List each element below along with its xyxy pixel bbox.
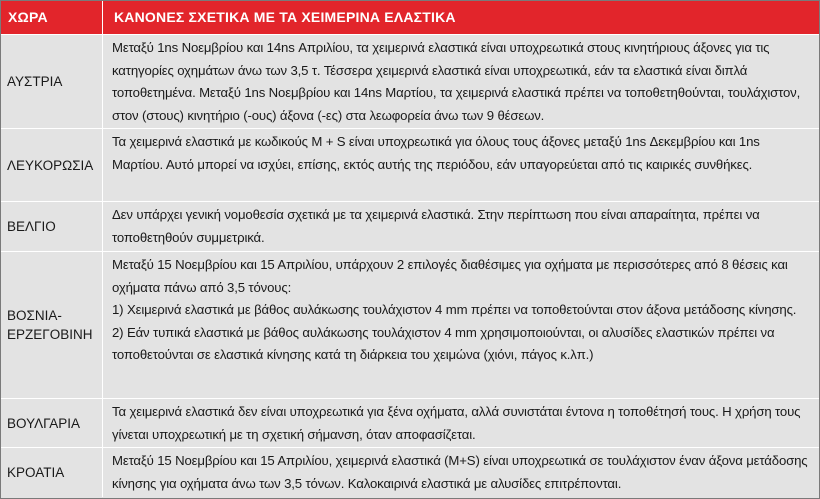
country-cell: ΛΕΥΚΟΡΩΣΙΑ bbox=[1, 129, 103, 201]
rule-paragraph: 2) Εάν τυπικά ελαστικά με βάθος αυλάκωσης τουλάχιστον 4 mm χρησιμοποιούνται, οι αλυσίδες ελαστικών πρέπει να τοποθετούνται σε ελαστικά κίνησης κατά τη διάρκεια του χειμώνα (χιόνι, πάγος κ.λπ.) bbox=[112, 324, 775, 363]
table-row bbox=[1, 129, 819, 202]
rule-cell: Μεταξύ 15 Νοεμβρίου και 15 Απριλίου, χειμερινά ελαστικά (M+S) είναι υποχρεωτικά σε τουλάχιστον έναν άξονα μετάδοσης κίνησης για οχήματα άνω των 3,5 τόνων. Καλοκαιρινά ελαστικά με αλυσίδες επιτρέπονται. bbox=[112, 453, 808, 491]
rule-paragraph: Μεταξύ 15 Νοεμβρίου και 15 Απριλίου, υπάρχουν 2 επιλογές διαθέσιμες για οχήματα με περισσότερες από 8 θέσεις και οχήματα πάνω από 3,5 τόνους: bbox=[112, 257, 788, 295]
country-cell: ΑΥΣΤΡΙΑ bbox=[1, 35, 103, 128]
table-row bbox=[1, 252, 819, 399]
country-cell: ΚΡΟΑΤΙΑ bbox=[1, 448, 103, 497]
rule-cell bbox=[103, 252, 819, 398]
rule-cell: Τα χειμερινά ελαστικά με κωδικούς M + S είναι υποχρεωτικά για όλους τους άξονες μεταξύ 1ns Δεκεμβρίου και 1ns Μαρτίου. Αυτό μπορεί να ισχύει, επίσης, εκτός αυτής της περιόδου, εάν υπαγορεύεται από τις καιρικές συνθήκες. bbox=[112, 134, 760, 172]
rule-cell: Τα χειμερινά ελαστικά δεν είναι υποχρεωτικά για ξένα οχήματα, αλλά συνιστάται έντονα η τοποθέτησή τους. Η χρήση τους γίνεται υποχρεωτική με τη σχετική σήμανση, όταν αποφασίζεται. bbox=[112, 404, 801, 442]
table-row bbox=[1, 399, 819, 448]
rule-cell: Μεταξύ 1ns Νοεμβρίου και 14ns Απριλίου, τα χειμερινά ελαστικά είναι υποχρεωτικά στους κινητήριους άξονες για τις κατηγορίες οχημάτων άνω των 3,5 τ. Τέσσερα χειμερινά ελαστικά είναι υποχρεωτικά, εάν τα ελαστικά είναι διπλά τοποθετημένα. Μεταξύ 1ns Νοεμβρίου και 14ns Μαρτίου, τα χειμερινά ελαστικά πρέπει να τοποθετηθούνται, τουλάχιστον, στον (στους) κινητήριο (-ους) άξονα (-ες) στα λεωφορεία άνω των 9 θέσεων. bbox=[112, 40, 801, 123]
rule-paragraph: 1) Χειμερινά ελαστικά με βάθος αυλάκωσης τουλάχιστον 4 mm πρέπει να τοποθετούνται στον άξονα μετάδοσης κίνησης. bbox=[112, 302, 797, 318]
table-row bbox=[1, 35, 819, 129]
table-row bbox=[1, 448, 819, 497]
table-row bbox=[1, 202, 819, 252]
rules-column-header: ΚΑΝΟΝΕΣ ΣΧΕΤΙΚΑ ΜΕ ΤΑ ΧΕΙΜΕΡΙΝΑ ΕΛΑΣΤΙΚΑ bbox=[114, 9, 456, 25]
country-column-header: ΧΩΡΑ bbox=[1, 1, 103, 34]
country-cell: ΒΟΣΝΙΑ- ΕΡΖΕΓΟΒΙΝΗ bbox=[1, 252, 103, 398]
table-header bbox=[1, 1, 819, 35]
country-cell: ΒΕΛΓΙΟ bbox=[1, 202, 103, 251]
country-cell: ΒΟΥΛΓΑΡΙΑ bbox=[1, 399, 103, 447]
rule-cell: Δεν υπάρχει γενική νομοθεσία σχετικά με τα χειμερινά ελαστικά. Στην περίπτωση που είναι απαραίτητα, πρέπει να τοποθετηθούν συμμετρικά. bbox=[112, 207, 760, 245]
